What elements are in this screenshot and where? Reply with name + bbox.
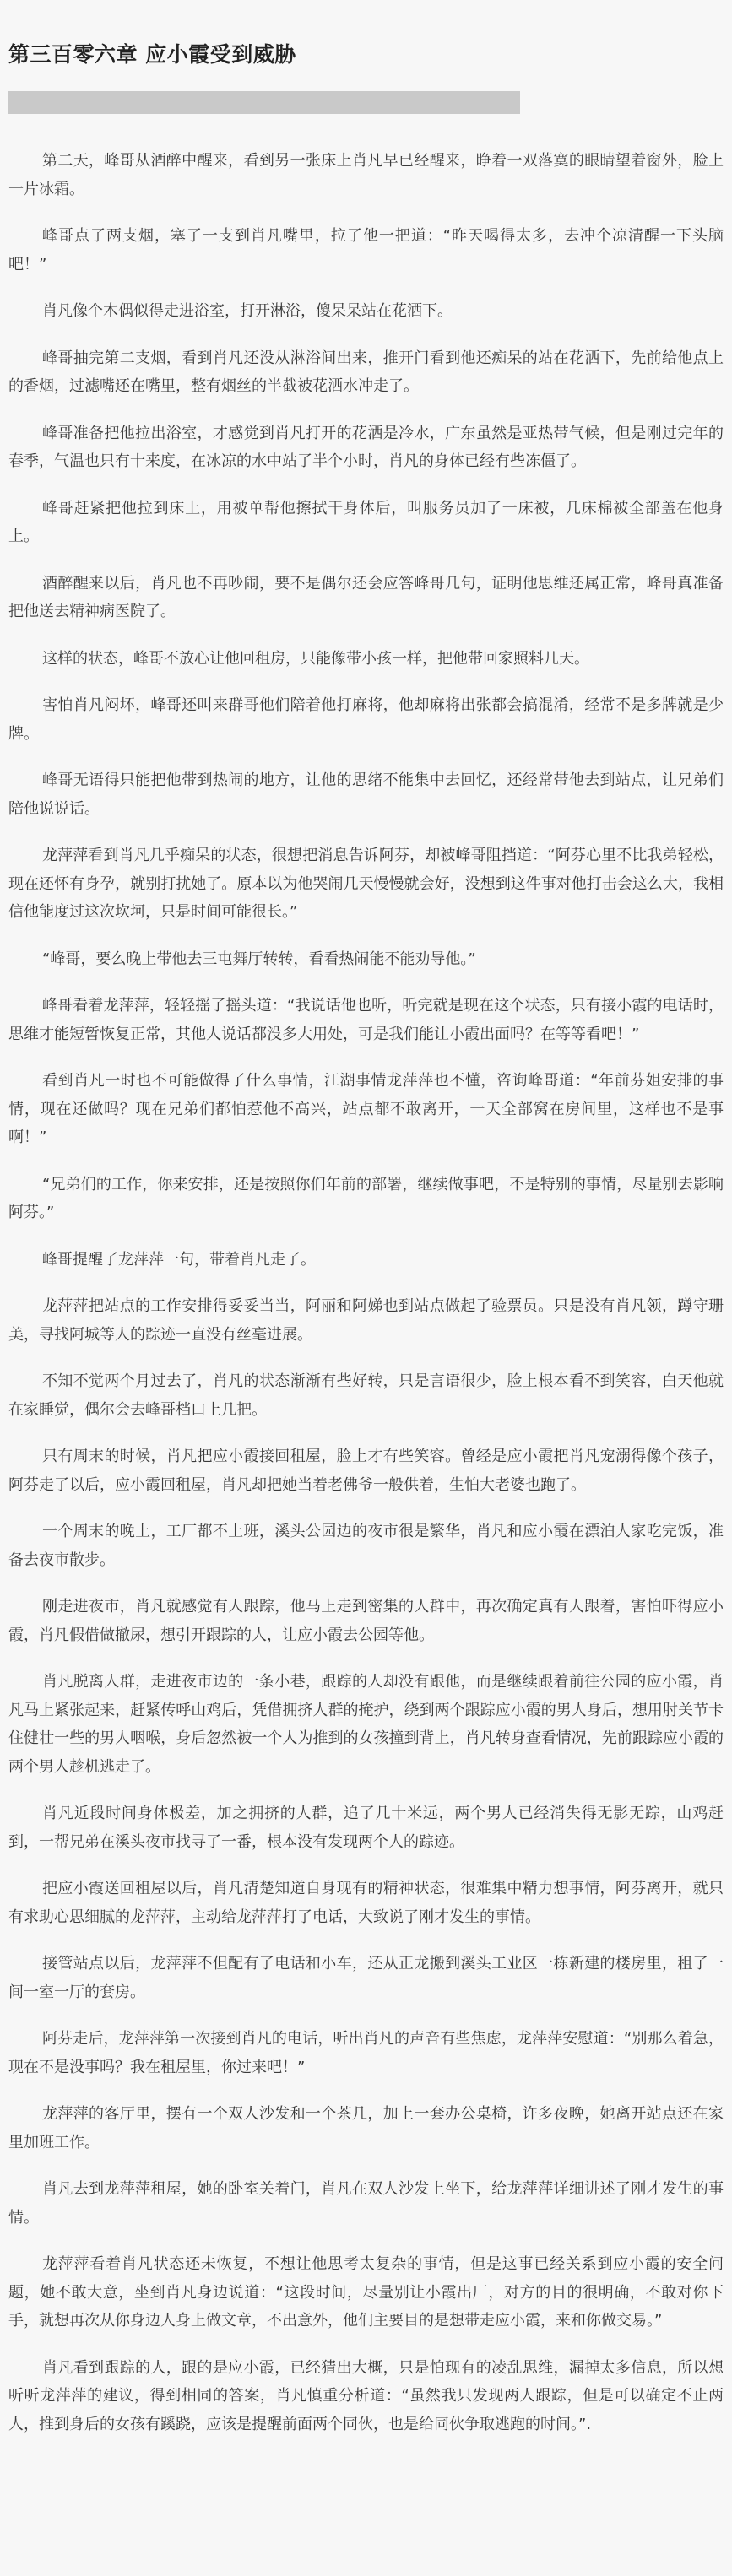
paragraph: 峰哥准备把他拉出浴室，才感觉到肖凡打开的花洒是冷水，广东虽然是亚热带气候，但是刚过完年的春季，气温也只有十来度，在冰凉的水中站了半个小时，肖凡的身体已经有些冻僵了。 [8,424,724,470]
paragraph: 刚走进夜市，肖凡就感觉有人跟踪，他马上走到密集的人群中，再次确定真有人跟着，害怕吓得应小霞，肖凡假借做撤尿，想引开跟踪的人，让应小霞去公园等他。 [8,1598,724,1644]
paragraph: 龙萍萍把站点的工作安排得妥妥当当，阿丽和阿娣也到站点做起了验票员。只是没有肖凡领，蹲守珊美，寻找阿城等人的踪迹一直没有丝毫进展。 [8,1297,724,1344]
paragraph: 看到肖凡一时也不可能做得了什么事情，江湖事情龙萍萍也不懂，咨询峰哥道：“年前芬姐安排的事情，现在还做吗？现在兄弟们都怕惹他不高兴，站点都不敢离开，一天全部窝在房间里，这样也不是事啊！” [8,1072,724,1146]
title-divider-bar [8,91,520,114]
paragraph: 龙萍萍的客厅里，摆有一个双人沙发和一个茶几，加上一套办公桌椅，许多夜晚，她离开站点还在家里加班工作。 [8,2105,724,2151]
paragraph: 一个周末的晚上，工厂都不上班，溪头公园边的夜市很是繁华，肖凡和应小霞在漂泊人家吃完饭，准备去夜市散步。 [8,1523,724,1569]
paragraph: 肖凡看到跟踪的人，跟的是应小霞，已经猜出大概，只是怕现有的凌乱思维，漏掉太多信息，所以想听听龙萍萍的建议，得到相同的答案，肖凡慎重分析道：“虽然我只发现两人跟踪，但是可以确定不止两人，推到身后的女孩有蹊跷，应该是提醒前面两个同伙，也是给同伙争取逃跑的时间。”. [8,2358,724,2433]
paragraph: 肖凡像个木偶似得走进浴室，打开淋浴，傻呆呆站在花洒下。 [42,302,453,320]
paragraph: 峰哥点了两支烟，塞了一支到肖凡嘴里，拉了他一把道：“昨天喝得太多，去冲个凉清醒一下头脑吧！” [8,227,724,273]
paragraph: 害怕肖凡闷坏，峰哥还叫来群哥他们陪着他打麻将，他却麻将出张都会搞混淆，经常不是多牌就是少牌。 [8,696,724,743]
paragraph: 酒醉醒来以后，肖凡也不再吵闹，要不是偶尔还会应答峰哥几句，证明他思维还属正常，峰哥真准备把他送去精神病医院了。 [8,574,724,620]
paragraph: 峰哥赶紧把他拉到床上，用被单帮他擦拭干身体后，叫服务员加了一床被，几床棉被全部盖在他身上。 [8,499,724,545]
chapter-title: 第三百零六章 应小霞受到威胁 [8,42,296,67]
paragraph: 接管站点以后，龙萍萍不但配有了电话和小车，还从正龙搬到溪头工业区一栋新建的楼房里，租了一间一室一厅的套房。 [8,1955,724,2001]
paragraph: “兄弟们的工作，你来安排，还是按照你们年前的部署，继续做事吧，不是特别的事情，尽量别去影响阿芬。” [8,1175,724,1221]
paragraph: “峰哥，要么晚上带他去三屯舞厅转转，看看热闹能不能劝导他。” [42,950,476,968]
paragraph: 肖凡近段时间身体极差，加之拥挤的人群，追了几十米远，两个男人已经消失得无影无踪，山鸡赶到，一帮兄弟在溪头夜市找寻了一番，根本没有发现两个人的踪迹。 [8,1805,724,1851]
paragraph: 峰哥提醒了龙萍萍一句，带着肖凡走了。 [42,1250,316,1269]
paragraph: 峰哥无语得只能把他带到热闹的地方，让他的思绪不能集中去回忆，还经常带他去到站点，让兄弟们陪他说说话。 [8,771,724,818]
paragraph: 峰哥抽完第二支烟，看到肖凡还没从淋浴间出来，推开门看到他还痴呆的站在花洒下，先前给他点上的香烟，过滤嘴还在嘴里，整有烟丝的半截被花洒水冲走了。 [8,349,724,395]
paragraph: 龙萍萍看着肖凡状态还未恢复，不想让他思考太复杂的事情，但是这事已经关系到应小霞的安全问题，她不敢大意，坐到肖凡身边说道：“这段时间，尽量别让小霞出厂，对方的目的很明确，不敢对你下手，就想再次从你身边人身上做文章，不出意外，他们主要目的是想带走应小霞，来和你做交易。” [8,2255,724,2330]
paragraph: 只有周末的时候，肖凡把应小霞接回租屋，脸上才有些笑容。曾经是应小霞把肖凡宠溺得像个孩子，阿芬走了以后，应小霞回租屋，肖凡却把她当着老佛爷一般供着，生怕大老婆也跑了。 [8,1448,724,1494]
paragraph: 肖凡去到龙萍萍租屋，她的卧室关着门，肖凡在双人沙发上坐下，给龙萍萍详细讲述了刚才发生的事情。 [8,2180,724,2227]
paragraph: 把应小霞送回租屋以后，肖凡清楚知道自身现有的精神状态，很难集中精力想事情，阿芬离开，就只有求助心思细腻的龙萍萍，主动给龙萍萍打了电话，大致说了刚才发生的事情。 [8,1880,724,1926]
paragraph: 峰哥看着龙萍萍，轻轻摇了摇头道：“我说话他也听，听完就是现在这个状态，只有接小霞的电话时，思维才能短暂恢复正常，其他人说话都没多大用处，可是我们能让小霞出面吗？在等等看吧！” [8,997,724,1043]
paragraph: 这样的状态，峰哥不放心让他回租房，只能像带小孩一样，把他带回家照料几天。 [42,649,589,668]
paragraph: 肖凡脱离人群，走进夜市边的一条小巷，跟踪的人却没有跟他，而是继续跟着前往公园的应小霞，肖凡马上紧张起来，赶紧传呼山鸡后，凭借拥挤人群的掩护，绕到两个跟踪应小霞的男人身后，想用肘关节卡住健壮一些的男人咽喉，身后忽然被一个人为推到的女孩撞到背上，肖凡转身查看情况，先前跟踪应小霞的两个男人趁机逃走了。 [8,1673,724,1776]
paragraph: 龙萍萍看到肖凡几乎痴呆的状态，很想把消息告诉阿芬，却被峰哥阻挡道：“阿芬心里不比我弟轻松，现在还怀有身孕，就别打扰她了。原本以为他哭闹几天慢慢就会好，没想到这件事对他打击会这么大，我相信他能度过这次坎坷，只是时间可能很长。” [8,847,724,921]
paragraph: 阿芬走后，龙萍萍第一次接到肖凡的电话，听出肖凡的声音有些焦虑，龙萍萍安慰道：“别那么着急，现在不是没事吗？我在租屋里，你过来吧！” [8,2030,724,2076]
chapter-body [0,114,732,2438]
paragraph: 第二天，峰哥从酒醉中醒来，看到另一张床上肖凡早已经醒来，睁着一双落寞的眼睛望着窗外，脸上一片冰霜。 [8,152,724,198]
paragraph: 不知不觉两个月过去了，肖凡的状态渐渐有些好转，只是言语很少，脸上根本看不到笑容，白天他就在家睡觉，偶尔会去峰哥档口上几把。 [8,1372,724,1419]
